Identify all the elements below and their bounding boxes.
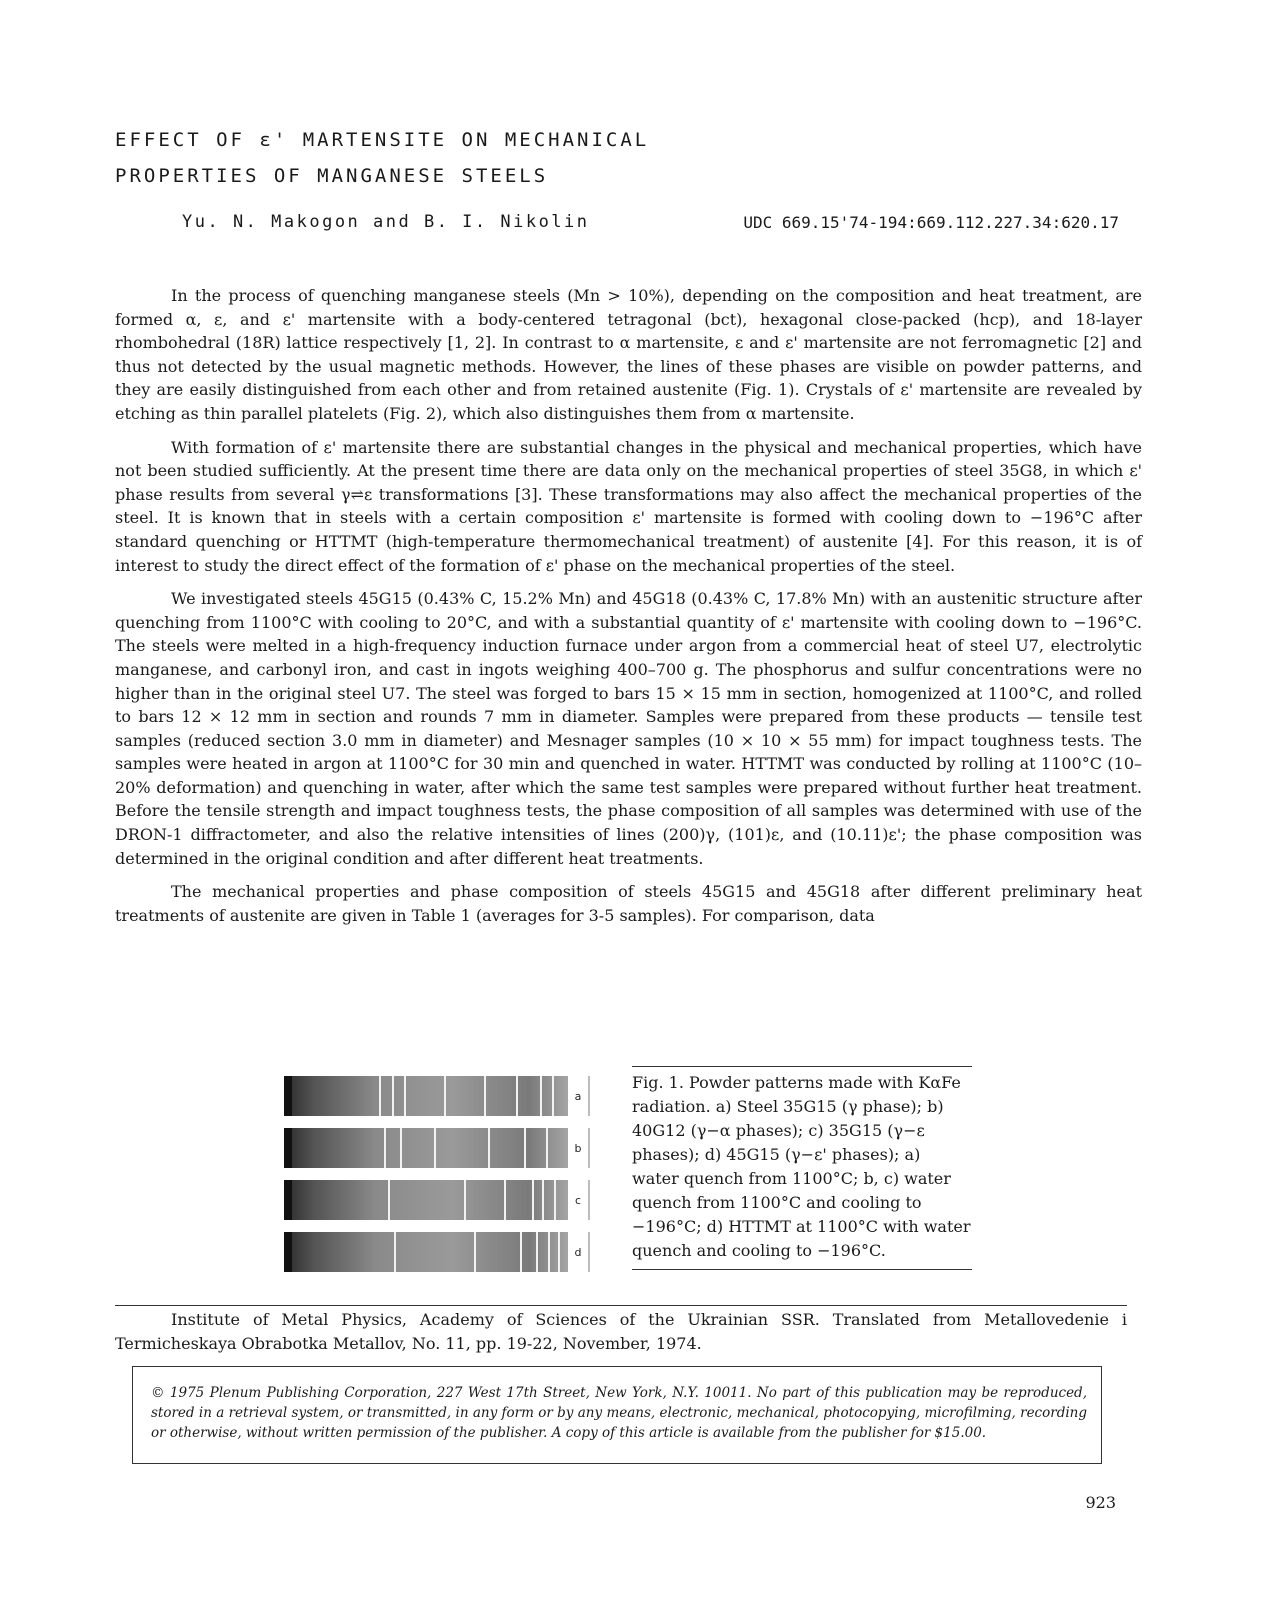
figure-caption — [632, 1066, 972, 1270]
copyright-notice: © 1975 Plenum Publishing Corporation, 227 West 17th Street, New York, N.Y. 10011. No part of this publication may be reproduced, stored in a retrieval system, or transmitted, in any form or by any means, electronic, mechanical, photocopying, microfilming, recording or otherwise, without written permission of the publisher. A copy of this article is available from the publisher for $15.00. — [132, 1366, 1102, 1464]
authors: Yu. N. Makogon and B. I. Nikolin — [182, 212, 590, 232]
strip-label-c: c — [568, 1180, 588, 1220]
figure-1 — [284, 1066, 974, 1286]
strip-label-a: a — [568, 1076, 588, 1116]
article-body — [115, 284, 1142, 927]
udc-code: UDC 669.15'74-194:669.112.227.34:620.17 — [743, 213, 1119, 232]
paragraph-4: The mechanical properties and phase composition of steels 45G15 and 45G18 after different preliminary heat treatments of austenite are given in Table 1 (averages for 3-5 samples). For comparison, data — [115, 882, 1142, 925]
page-number: 923 — [1085, 1493, 1116, 1512]
pattern-strip-d — [284, 1232, 590, 1272]
figure-caption-text: Fig. 1. Powder patterns made with KαFe radiation. a) Steel 35G15 (γ phase); b) 40G12 (γ−α phases); c) 35G15 (γ−ε phases); d) 45G15 (γ−ε' phases); a) water quench from 1100°C; b, c) water quench from 1100°C and cooling to −196°C; d) HTTMT at 1100°C with water quench and cooling to −196°C. — [632, 1071, 972, 1270]
paragraph-2: With formation of ε' martensite there are substantial changes in the physical and mechanical properties, which have not been studied sufficiently. At the present time there are data only on the mechanical properties of steel 35G8, in which ε' phase results from several γ⇌ε transformations [3]. These transformations may also affect the mechanical properties of the steel. It is known that in steels with a certain composition ε' martensite is formed with cooling down to −196°C after standard quenching or HTTMT (high-temperature thermomechanical treatment) of austenite [4]. For this reason, it is of interest to study the direct effect of the formation of ε' phase on the mechanical properties of the steel. — [115, 437, 1142, 575]
strip-label-b: b — [568, 1128, 588, 1168]
affiliation-text: Institute of Metal Physics, Academy of Sciences of the Ukrainian SSR. Translated from Metallovedenie i Termicheskaya Obrabotka Metallov, No. 11, pp. 19-22, November, 1974. — [115, 1310, 1127, 1353]
powder-pattern-image — [284, 1076, 590, 1284]
paragraph-3: We investigated steels 45G15 (0.43% C, 15.2% Mn) and 45G18 (0.43% C, 17.8% Mn) with an austenitic structure after quenching from 1100°C with cooling to 20°C, and with a substantial quantity of ε' martensite with cooling down to −196°C. The steels were melted in a high-frequency induction furnace under argon from a commercial heat of steel U7, electrolytic manganese, and carbonyl iron, and cast in ingots weighing 400–700 g. The phosphorus and sulfur concentrations were no higher than in the original steel U7. The steel was forged to bars 15 × 15 mm in section, homogenized at 1100°C, and rolled to bars 12 × 12 mm in section and rounds 7 mm in diameter. Samples were prepared from these products — tensile test samples (reduced section 3.0 mm in diameter) and Mesnager samples (10 × 10 × 55 mm) for impact toughness tests. The samples were heated in argon at 1100°C for 30 min and quenched in water. HTTMT was conducted by rolling at 1100°C (10–20% deformation) and quenching in water, after which the same test samples were prepared without further heat treatment. Before the tensile strength and impact toughness tests, the phase composition of all samples was determined with use of the DRON-1 diffractometer, and also the relative intensities of lines (200)γ, (101)ε, and (10.11)ε'; the phase composition was determined in the original condition and after different heat treatments. — [115, 589, 1142, 868]
affiliation-footnote — [115, 1305, 1127, 1356]
article-title-line-1: EFFECT OF ε' MARTENSITE ON MECHANICAL — [115, 129, 650, 151]
strip-label-d: d — [568, 1232, 588, 1272]
paragraph-1: In the process of quenching manganese steels (Mn > 10%), depending on the composition and heat treatment, are formed α, ε, and ε' martensite with a body-centered tetragonal (bct), hexagonal close-packed (hcp), and 18-layer rhombohedral (18R) lattice respectively [1, 2]. In contrast to α martensite, ε and ε' martensite are not ferromagnetic [2] and thus not detected by the usual magnetic methods. However, the lines of these phases are visible on powder patterns, and they are easily distinguished from each other and from retained austenite (Fig. 1). Crystals of ε' martensite are revealed by etching as thin parallel platelets (Fig. 2), which also distinguishes them from α martensite. — [115, 286, 1142, 423]
article-title-line-2: PROPERTIES OF MANGANESE STEELS — [115, 165, 549, 187]
pattern-strip-c — [284, 1180, 590, 1220]
pattern-strip-b — [284, 1128, 590, 1168]
pattern-strip-a — [284, 1076, 590, 1116]
